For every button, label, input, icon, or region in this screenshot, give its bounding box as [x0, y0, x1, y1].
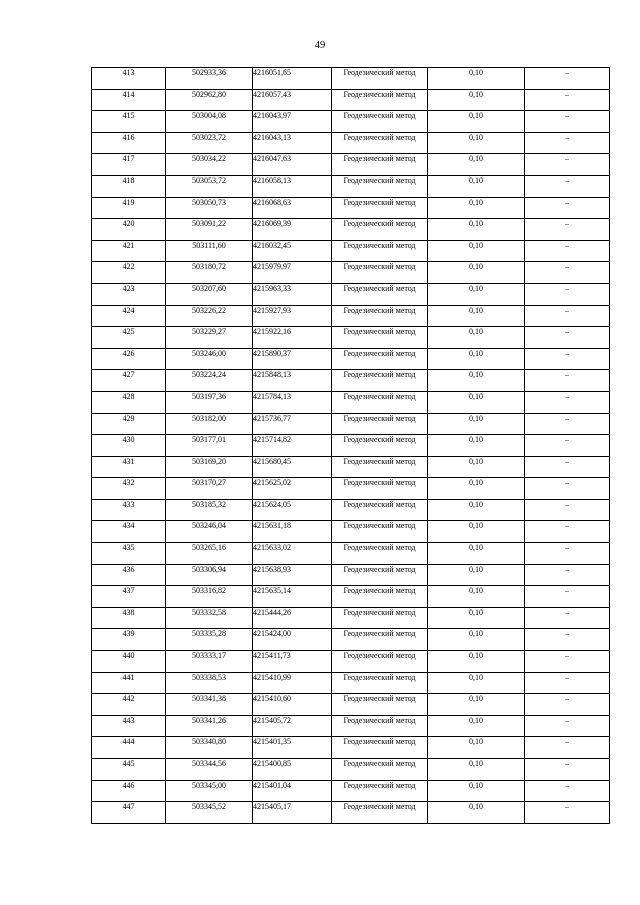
point-number-cell: 432	[92, 478, 166, 500]
dash-cell: –	[525, 543, 610, 565]
accuracy-cell: 0,10	[428, 413, 525, 435]
y-coordinate-cell: 4215633,02	[253, 543, 332, 565]
dash-cell: –	[525, 694, 610, 716]
method-cell: Геодезический метод	[332, 586, 428, 608]
accuracy-cell: 0,10	[428, 111, 525, 133]
dash-cell: –	[525, 89, 610, 111]
point-number-cell: 436	[92, 564, 166, 586]
table-row	[92, 219, 610, 241]
y-coordinate-cell: 4215405,72	[253, 715, 332, 737]
dash-cell: –	[525, 413, 610, 435]
method-cell: Геодезический метод	[332, 629, 428, 651]
point-number-cell: 431	[92, 456, 166, 478]
accuracy-cell: 0,10	[428, 802, 525, 824]
coordinates-table	[91, 67, 610, 824]
page-number: 49	[314, 40, 326, 51]
point-number-cell: 421	[92, 240, 166, 262]
dash-cell: –	[525, 348, 610, 370]
x-coordinate-cell: 503226,22	[166, 305, 253, 327]
x-coordinate-cell: 503265,16	[166, 543, 253, 565]
y-coordinate-cell: 4216032,45	[253, 240, 332, 262]
dash-cell: –	[525, 305, 610, 327]
method-cell: Геодезический метод	[332, 759, 428, 781]
x-coordinate-cell: 503341,38	[166, 694, 253, 716]
y-coordinate-cell: 4215848,13	[253, 370, 332, 392]
table-row	[92, 802, 610, 824]
table-row	[92, 283, 610, 305]
table-row	[92, 413, 610, 435]
point-number-cell: 444	[92, 737, 166, 759]
table-row	[92, 327, 610, 349]
dash-cell: –	[525, 68, 610, 90]
y-coordinate-cell: 4216068,63	[253, 197, 332, 219]
accuracy-cell: 0,10	[428, 672, 525, 694]
method-cell: Геодезический метод	[332, 521, 428, 543]
y-coordinate-cell: 4215635,14	[253, 586, 332, 608]
y-coordinate-cell: 4215784,13	[253, 391, 332, 413]
accuracy-cell: 0,10	[428, 68, 525, 90]
y-coordinate-cell: 4215405,17	[253, 802, 332, 824]
table-row	[92, 456, 610, 478]
accuracy-cell: 0,10	[428, 197, 525, 219]
point-number-cell: 422	[92, 262, 166, 284]
dash-cell: –	[525, 175, 610, 197]
y-coordinate-cell: 4215410,60	[253, 694, 332, 716]
accuracy-cell: 0,10	[428, 499, 525, 521]
table-row	[92, 737, 610, 759]
accuracy-cell: 0,10	[428, 240, 525, 262]
table-row	[92, 370, 610, 392]
method-cell: Геодезический метод	[332, 715, 428, 737]
dash-cell: –	[525, 715, 610, 737]
y-coordinate-cell: 4216051,65	[253, 68, 332, 90]
accuracy-cell: 0,10	[428, 737, 525, 759]
accuracy-cell: 0,10	[428, 175, 525, 197]
y-coordinate-cell: 4215736,77	[253, 413, 332, 435]
dash-cell: –	[525, 780, 610, 802]
point-number-cell: 435	[92, 543, 166, 565]
accuracy-cell: 0,10	[428, 629, 525, 651]
accuracy-cell: 0,10	[428, 521, 525, 543]
dash-cell: –	[525, 802, 610, 824]
point-number-cell: 433	[92, 499, 166, 521]
accuracy-cell: 0,10	[428, 305, 525, 327]
point-number-cell: 413	[92, 68, 166, 90]
x-coordinate-cell: 503229,27	[166, 327, 253, 349]
y-coordinate-cell: 4215979,97	[253, 262, 332, 284]
point-number-cell: 442	[92, 694, 166, 716]
accuracy-cell: 0,10	[428, 543, 525, 565]
method-cell: Геодезический метод	[332, 780, 428, 802]
y-coordinate-cell: 4215631,18	[253, 521, 332, 543]
point-number-cell: 437	[92, 586, 166, 608]
method-cell: Геодезический метод	[332, 672, 428, 694]
table-row	[92, 521, 610, 543]
method-cell: Геодезический метод	[332, 154, 428, 176]
x-coordinate-cell: 503004,08	[166, 111, 253, 133]
x-coordinate-cell: 503338,53	[166, 672, 253, 694]
x-coordinate-cell: 503335,28	[166, 629, 253, 651]
y-coordinate-cell: 4215624,05	[253, 499, 332, 521]
table-row	[92, 391, 610, 413]
dash-cell: –	[525, 240, 610, 262]
method-cell: Геодезический метод	[332, 240, 428, 262]
x-coordinate-cell: 503316,82	[166, 586, 253, 608]
accuracy-cell: 0,10	[428, 391, 525, 413]
point-number-cell: 416	[92, 132, 166, 154]
table-row	[92, 197, 610, 219]
point-number-cell: 425	[92, 327, 166, 349]
dash-cell: –	[525, 435, 610, 457]
y-coordinate-cell: 4216043,97	[253, 111, 332, 133]
table-row	[92, 651, 610, 673]
method-cell: Геодезический метод	[332, 478, 428, 500]
table-row	[92, 586, 610, 608]
accuracy-cell: 0,10	[428, 715, 525, 737]
y-coordinate-cell: 4215922,16	[253, 327, 332, 349]
table-row	[92, 89, 610, 111]
point-number-cell: 443	[92, 715, 166, 737]
x-coordinate-cell: 502962,80	[166, 89, 253, 111]
method-cell: Геодезический метод	[332, 197, 428, 219]
method-cell: Геодезический метод	[332, 564, 428, 586]
x-coordinate-cell: 503169,20	[166, 456, 253, 478]
x-coordinate-cell: 503111,60	[166, 240, 253, 262]
dash-cell: –	[525, 370, 610, 392]
point-number-cell: 434	[92, 521, 166, 543]
method-cell: Геодезический метод	[332, 305, 428, 327]
x-coordinate-cell: 503224,24	[166, 370, 253, 392]
accuracy-cell: 0,10	[428, 348, 525, 370]
table-row	[92, 305, 610, 327]
x-coordinate-cell: 503306,94	[166, 564, 253, 586]
dash-cell: –	[525, 737, 610, 759]
method-cell: Геодезический метод	[332, 651, 428, 673]
method-cell: Геодезический метод	[332, 391, 428, 413]
y-coordinate-cell: 4215890,37	[253, 348, 332, 370]
method-cell: Геодезический метод	[332, 175, 428, 197]
method-cell: Геодезический метод	[332, 694, 428, 716]
point-number-cell: 430	[92, 435, 166, 457]
table-row	[92, 780, 610, 802]
dash-cell: –	[525, 132, 610, 154]
accuracy-cell: 0,10	[428, 262, 525, 284]
x-coordinate-cell: 503197,36	[166, 391, 253, 413]
x-coordinate-cell: 503180,72	[166, 262, 253, 284]
y-coordinate-cell: 4215638,93	[253, 564, 332, 586]
accuracy-cell: 0,10	[428, 89, 525, 111]
dash-cell: –	[525, 197, 610, 219]
dash-cell: –	[525, 391, 610, 413]
method-cell: Геодезический метод	[332, 283, 428, 305]
dash-cell: –	[525, 759, 610, 781]
point-number-cell: 414	[92, 89, 166, 111]
table-row	[92, 715, 610, 737]
table-row	[92, 629, 610, 651]
x-coordinate-cell: 503050,73	[166, 197, 253, 219]
accuracy-cell: 0,10	[428, 651, 525, 673]
x-coordinate-cell: 503091,22	[166, 219, 253, 241]
dash-cell: –	[525, 327, 610, 349]
x-coordinate-cell: 503023,72	[166, 132, 253, 154]
dash-cell: –	[525, 499, 610, 521]
table-row	[92, 435, 610, 457]
y-coordinate-cell: 4216058,13	[253, 175, 332, 197]
dash-cell: –	[525, 629, 610, 651]
table-row	[92, 240, 610, 262]
accuracy-cell: 0,10	[428, 327, 525, 349]
method-cell: Геодезический метод	[332, 111, 428, 133]
x-coordinate-cell: 503034,22	[166, 154, 253, 176]
coordinates-table-body	[92, 68, 610, 824]
dash-cell: –	[525, 219, 610, 241]
table-row	[92, 262, 610, 284]
x-coordinate-cell: 503344,56	[166, 759, 253, 781]
point-number-cell: 445	[92, 759, 166, 781]
table-row	[92, 348, 610, 370]
accuracy-cell: 0,10	[428, 694, 525, 716]
point-number-cell: 423	[92, 283, 166, 305]
method-cell: Геодезический метод	[332, 68, 428, 90]
point-number-cell: 424	[92, 305, 166, 327]
y-coordinate-cell: 4215400,85	[253, 759, 332, 781]
x-coordinate-cell: 503170,27	[166, 478, 253, 500]
x-coordinate-cell: 502933,36	[166, 68, 253, 90]
table-row	[92, 68, 610, 90]
dash-cell: –	[525, 262, 610, 284]
table-row	[92, 672, 610, 694]
method-cell: Геодезический метод	[332, 802, 428, 824]
method-cell: Геодезический метод	[332, 89, 428, 111]
y-coordinate-cell: 4215714,82	[253, 435, 332, 457]
method-cell: Геодезический метод	[332, 327, 428, 349]
x-coordinate-cell: 503246,00	[166, 348, 253, 370]
table-row	[92, 564, 610, 586]
method-cell: Геодезический метод	[332, 607, 428, 629]
method-cell: Геодезический метод	[332, 543, 428, 565]
y-coordinate-cell: 4215410,99	[253, 672, 332, 694]
table-row	[92, 132, 610, 154]
y-coordinate-cell: 4215963,33	[253, 283, 332, 305]
accuracy-cell: 0,10	[428, 435, 525, 457]
accuracy-cell: 0,10	[428, 154, 525, 176]
y-coordinate-cell: 4215401,04	[253, 780, 332, 802]
y-coordinate-cell: 4216047,63	[253, 154, 332, 176]
x-coordinate-cell: 503332,58	[166, 607, 253, 629]
method-cell: Геодезический метод	[332, 435, 428, 457]
dash-cell: –	[525, 456, 610, 478]
dash-cell: –	[525, 111, 610, 133]
y-coordinate-cell: 4215927,93	[253, 305, 332, 327]
point-number-cell: 427	[92, 370, 166, 392]
x-coordinate-cell: 503207,60	[166, 283, 253, 305]
method-cell: Геодезический метод	[332, 499, 428, 521]
table-row	[92, 607, 610, 629]
accuracy-cell: 0,10	[428, 759, 525, 781]
method-cell: Геодезический метод	[332, 456, 428, 478]
method-cell: Геодезический метод	[332, 348, 428, 370]
point-number-cell: 428	[92, 391, 166, 413]
dash-cell: –	[525, 478, 610, 500]
y-coordinate-cell: 4215444,26	[253, 607, 332, 629]
point-number-cell: 438	[92, 607, 166, 629]
point-number-cell: 446	[92, 780, 166, 802]
x-coordinate-cell: 503185,32	[166, 499, 253, 521]
dash-cell: –	[525, 154, 610, 176]
dash-cell: –	[525, 672, 610, 694]
accuracy-cell: 0,10	[428, 283, 525, 305]
x-coordinate-cell: 503246,04	[166, 521, 253, 543]
table-row	[92, 111, 610, 133]
dash-cell: –	[525, 283, 610, 305]
y-coordinate-cell: 4215411,73	[253, 651, 332, 673]
accuracy-cell: 0,10	[428, 456, 525, 478]
x-coordinate-cell: 503340,80	[166, 737, 253, 759]
point-number-cell: 415	[92, 111, 166, 133]
point-number-cell: 417	[92, 154, 166, 176]
y-coordinate-cell: 4216057,43	[253, 89, 332, 111]
table-row	[92, 154, 610, 176]
accuracy-cell: 0,10	[428, 219, 525, 241]
method-cell: Геодезический метод	[332, 370, 428, 392]
point-number-cell: 439	[92, 629, 166, 651]
table-row	[92, 499, 610, 521]
accuracy-cell: 0,10	[428, 132, 525, 154]
table-row	[92, 478, 610, 500]
dash-cell: –	[525, 651, 610, 673]
point-number-cell: 441	[92, 672, 166, 694]
y-coordinate-cell: 4215424,00	[253, 629, 332, 651]
dash-cell: –	[525, 521, 610, 543]
point-number-cell: 440	[92, 651, 166, 673]
method-cell: Геодезический метод	[332, 132, 428, 154]
accuracy-cell: 0,10	[428, 780, 525, 802]
table-row	[92, 759, 610, 781]
x-coordinate-cell: 503182,00	[166, 413, 253, 435]
dash-cell: –	[525, 607, 610, 629]
x-coordinate-cell: 503053,72	[166, 175, 253, 197]
dash-cell: –	[525, 586, 610, 608]
y-coordinate-cell: 4216069,39	[253, 219, 332, 241]
x-coordinate-cell: 503333,17	[166, 651, 253, 673]
accuracy-cell: 0,10	[428, 607, 525, 629]
table-row	[92, 694, 610, 716]
y-coordinate-cell: 4215680,45	[253, 456, 332, 478]
point-number-cell: 419	[92, 197, 166, 219]
point-number-cell: 420	[92, 219, 166, 241]
point-number-cell: 429	[92, 413, 166, 435]
method-cell: Геодезический метод	[332, 737, 428, 759]
accuracy-cell: 0,10	[428, 370, 525, 392]
x-coordinate-cell: 503177,01	[166, 435, 253, 457]
table-row	[92, 175, 610, 197]
point-number-cell: 426	[92, 348, 166, 370]
x-coordinate-cell: 503345,52	[166, 802, 253, 824]
method-cell: Геодезический метод	[332, 262, 428, 284]
method-cell: Геодезический метод	[332, 413, 428, 435]
point-number-cell: 418	[92, 175, 166, 197]
method-cell: Геодезический метод	[332, 219, 428, 241]
dash-cell: –	[525, 564, 610, 586]
y-coordinate-cell: 4216043,13	[253, 132, 332, 154]
x-coordinate-cell: 503341,26	[166, 715, 253, 737]
y-coordinate-cell: 4215625,02	[253, 478, 332, 500]
accuracy-cell: 0,10	[428, 478, 525, 500]
accuracy-cell: 0,10	[428, 564, 525, 586]
accuracy-cell: 0,10	[428, 586, 525, 608]
point-number-cell: 447	[92, 802, 166, 824]
x-coordinate-cell: 503345,00	[166, 780, 253, 802]
y-coordinate-cell: 4215401,35	[253, 737, 332, 759]
table-row	[92, 543, 610, 565]
